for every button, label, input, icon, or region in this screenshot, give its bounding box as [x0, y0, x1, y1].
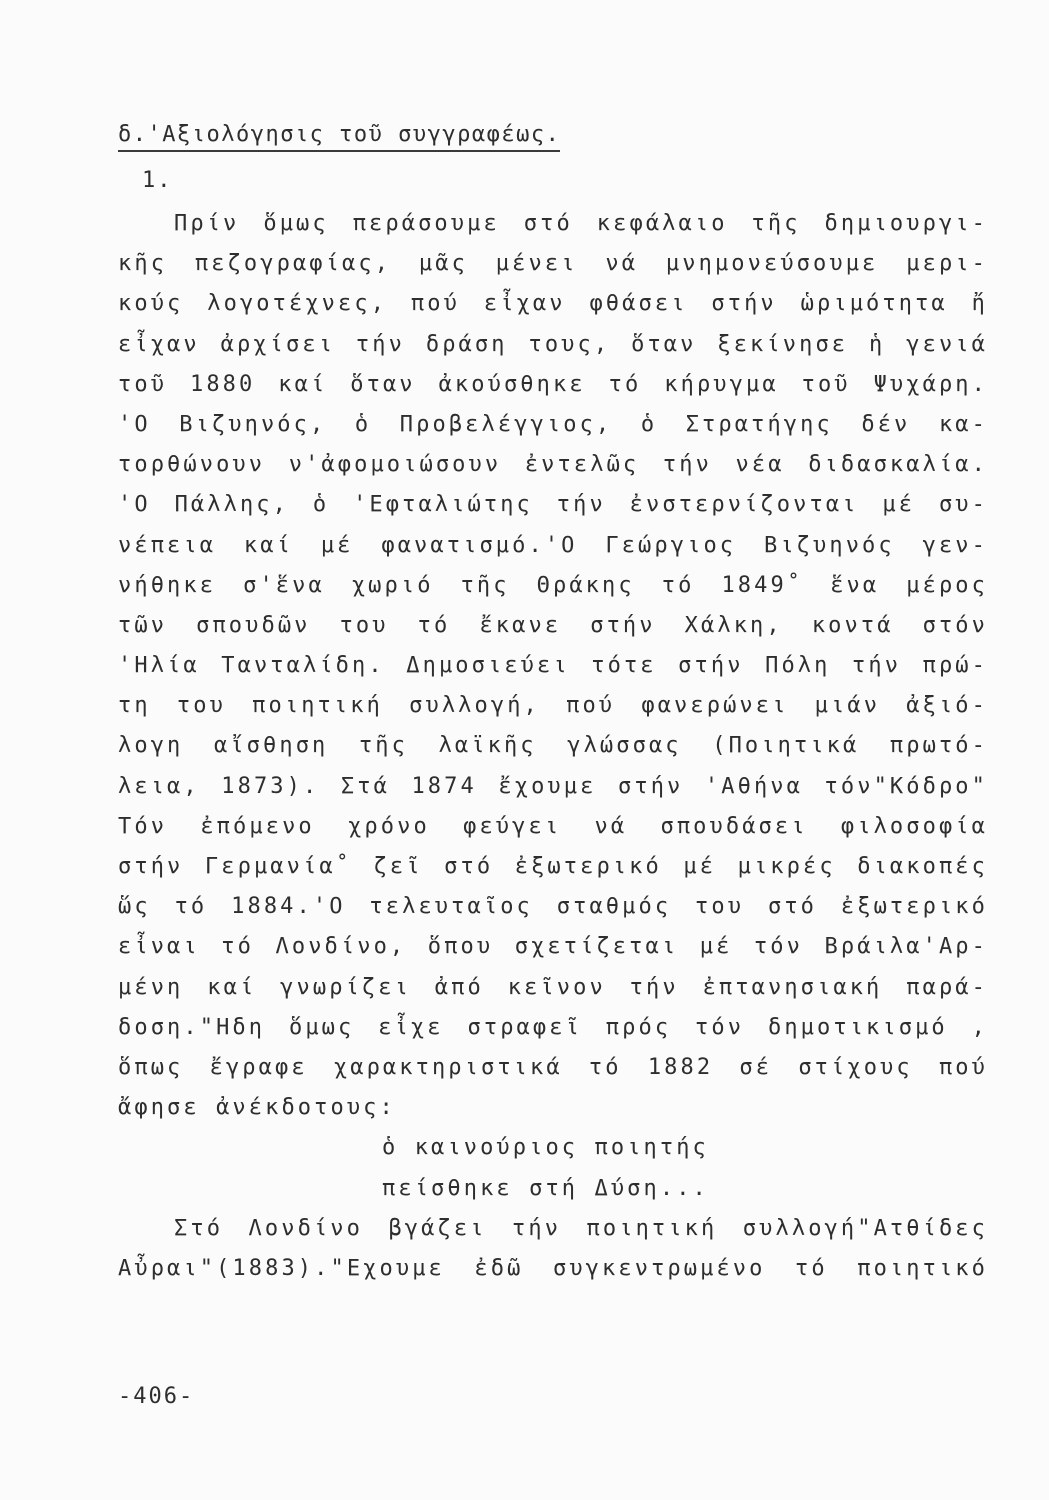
text-line: εἶχαν ἀρχίσει τήν δράση τους, ὅταν ξεκίνησε ἡ γενιά	[118, 331, 988, 357]
section-number: 1.	[142, 168, 173, 193]
text-line: δοση."Ηδη ὅμως εἶχε στραφεῖ πρός τόν δημοτικισμό ,	[118, 1014, 988, 1040]
text-line: κούς λογοτέχνες, πού εἶχαν φθάσει στήν ὡριμότητα ἤ	[118, 291, 988, 317]
text-line: λογη αἴσθηση τῆς λαϊκῆς γλώσσας (Ποιητικά πρωτό-	[118, 733, 988, 759]
text-line: λεια, 1873). Στά 1874 ἔχουμε στήν 'Αθήνα τόν"Κόδρο"	[118, 773, 988, 799]
text-line: τη του ποιητική συλλογή, πού φανερώνει μιάν ἀξιό-	[118, 693, 988, 719]
text-line: 'Ο Βιζυηνός, ὁ Προβελέγγιος, ὁ Στρατήγης δέν κα-	[118, 411, 988, 437]
text-line: νέπεια καί μέ φανατισμό.'Ο Γεώργιος Βιζυηνός γεν-	[118, 532, 988, 558]
text-line: 'Ηλία Τανταλίδη. Δημοσιεύει τότε στήν Πόλη τήν πρώ-	[118, 653, 988, 679]
page-number: -406-	[118, 1384, 195, 1409]
verse-line: πείσθηκε στή Δύση...	[382, 1175, 709, 1201]
text-line: Στό Λονδίνο βγάζει τήν ποιητική συλλογή"Ατθίδες	[174, 1215, 988, 1241]
text-line: μένη καί γνωρίζει ἀπό κεῖνον τήν ἐπτανησιακή παρά-	[118, 974, 988, 1000]
text-line: στήν Γερμανία˚ ζεῖ στό ἐξωτερικό μέ μικρές διακοπές	[118, 854, 988, 879]
text-line: Τόν ἐπόμενο χρόνο φεύγει νά σπουδάσει φιλοσοφία	[118, 813, 988, 839]
text-line: ὥς τό 1884.'Ο τελευταῖος σταθμός του στό ἐξωτερικό	[118, 894, 988, 920]
text-line: Αὖραι"(1883)."Εχουμε ἐδῶ συγκεντρωμένο τό ποιητικό	[118, 1255, 988, 1281]
text-line: τῶν σπουδῶν του τό ἔκανε στήν Χάλκη, κοντά στόν	[118, 612, 988, 638]
text-line: νήθηκε σ'ἕνα χωριό τῆς Θράκης τό 1849˚ ἕνα μέρος	[118, 572, 988, 598]
text-line: ἄφησε ἀνέκδοτους:	[118, 1095, 396, 1121]
text-line: τοῦ 1880 καί ὅταν ἀκούσθηκε τό κήρυγμα τοῦ Ψυχάρη.	[118, 371, 988, 397]
text-line: εἶναι τό Λονδίνο, ὅπου σχετίζεται μέ τόν Βράιλα'Αρ-	[118, 934, 988, 960]
text-line: κῆς πεζογραφίας, μᾶς μένει νά μνημονεύσουμε μερι-	[118, 251, 988, 277]
section-heading-text: δ.'Αξιολόγησις τοῦ συγγραφέως.	[118, 122, 560, 152]
verse-line: ὁ καινούριος ποιητής	[382, 1135, 709, 1161]
text-line: 'Ο Πάλλης, ὁ 'Εφταλιώτης τήν ἐνστερνίζονται μέ συ-	[118, 492, 988, 518]
text-line: τορθώνουν ν'ἀφομοιώσουν ἐντελῶς τήν νέα διδασκαλία.	[118, 452, 988, 478]
section-heading	[118, 122, 560, 147]
body-text	[118, 204, 988, 1289]
text-line: Πρίν ὅμως περάσουμε στό κεφάλαιο τῆς δημιουργι-	[174, 211, 988, 236]
text-line: ὅπως ἔγραφε χαρακτηριστικά τό 1882 σέ στίχους πού	[118, 1054, 988, 1080]
